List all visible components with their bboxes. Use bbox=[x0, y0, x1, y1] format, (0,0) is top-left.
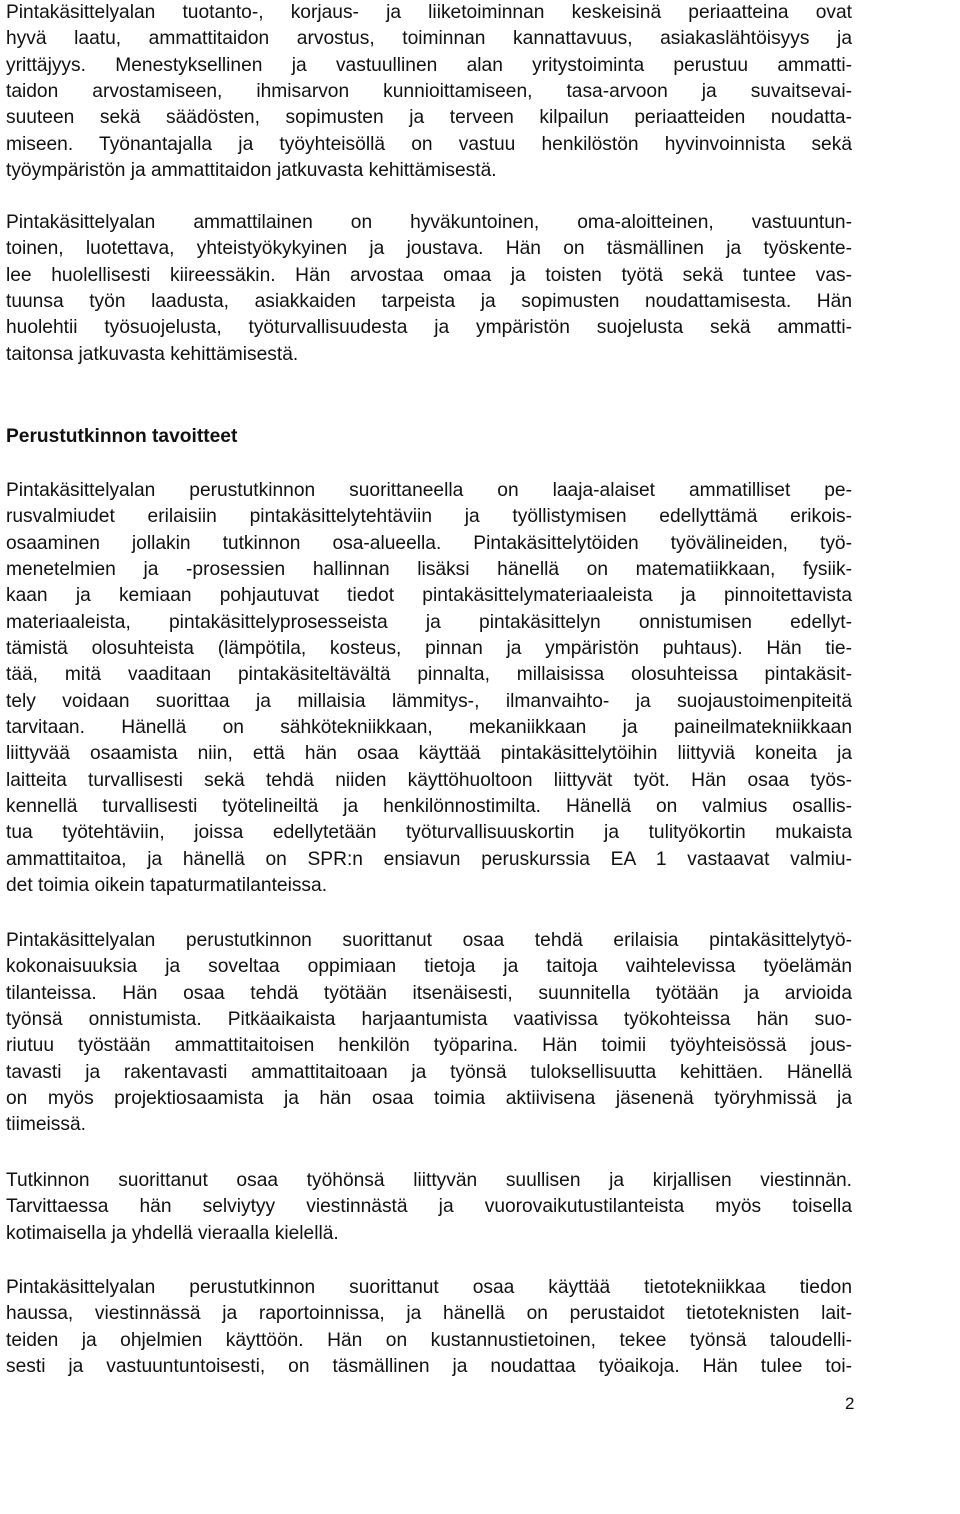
text-line: suuteen sekä säädösten, sopimusten ja terveen kilpailun periaatteiden noudatta- bbox=[6, 107, 852, 129]
text-line: yrittäjyys. Menestyksellinen ja vastuullinen alan yritystoiminta perustuu ammatti- bbox=[6, 54, 852, 76]
text-line: huolehtii työsuojelusta, työturvallisuudesta ja ympäristön suojelusta sekä ammatti- bbox=[6, 317, 852, 339]
section-paragraph-3 bbox=[6, 1168, 852, 1247]
text-line: Pintakäsittelyalan perustutkinnon suorittanut osaa tehdä erilaisia pintakäsittelytyö- bbox=[6, 930, 852, 951]
text-line: ammattitaitoa, ja hänellä on SPR:n ensiavun peruskurssia EA 1 vastaavat valmiu- bbox=[6, 848, 852, 870]
text-line: osaaminen jollakin tutkinnon osa-alueella. Pintakäsittelytöiden työvälineiden, työ- bbox=[6, 532, 852, 554]
text-line: liittyvää osaamista niin, että hän osaa käyttää pintakäsittelytöihin liittyviä koneita ja bbox=[6, 743, 852, 765]
text-line: tilanteissa. Hän osaa tehdä työtään itsenäisesti, suunnitella työtään ja arvioida bbox=[6, 982, 852, 1004]
text-line: det toimia oikein tapaturmatilanteissa. bbox=[6, 875, 328, 897]
text-line: hyvä laatu, ammattitaidon arvostus, toiminnan kannattavuus, asiakaslähtöisyys ja bbox=[6, 28, 852, 50]
text-line: kaan ja kemiaan pohjautuvat tiedot pintakäsittelymateriaaleista ja pinnoitettavista bbox=[6, 585, 852, 607]
text-line: lee huolellisesti kiireessäkin. Hän arvostaa omaa ja toisten työtä sekä tuntee vas- bbox=[6, 264, 852, 286]
text-line: kennellä turvallisesti työtelineiltä ja henkilönnostimilta. Hänellä on valmius osallis- bbox=[6, 796, 852, 818]
text-line: materiaaleista, pintakäsittelyprosesseista ja pintakäsittelyn onnistumisen edellyt- bbox=[6, 611, 852, 633]
text-line: Pintakäsittelyalan perustutkinnon suorittaneella on laaja-alaiset ammatilliset pe- bbox=[6, 480, 852, 501]
text-line: taitonsa jatkuvasta kehittämisestä. bbox=[6, 343, 299, 365]
text-line: on myös projektiosaamista ja hän osaa toimia aktiivisena jäsenenä työryhmissä ja bbox=[6, 1088, 852, 1110]
text-line: miseen. Työnantajalla ja työyhteisöllä on vastuu henkilöstön hyvinvoinnista sekä bbox=[6, 133, 852, 155]
text-line: haussa, viestinnässä ja raportoinnissa, ja hänellä on perustaidot tietoteknisten lait- bbox=[6, 1303, 852, 1325]
section-paragraph-2 bbox=[6, 928, 852, 1139]
text-line: tiimeissä. bbox=[6, 1114, 86, 1136]
text-line: rusvalmiudet erilaisiin pintakäsittelytehtäviin ja työllistymisen edellyttämä erikois- bbox=[6, 506, 852, 528]
intro-paragraph-2 bbox=[6, 210, 852, 368]
text-line: toinen, luotettava, yhteistyökykyinen ja joustava. Hän on täsmällinen ja työskente- bbox=[6, 238, 852, 260]
text-line: tua työtehtäviin, joissa edellytetään työturvallisuuskortin ja tulityökortin mukaista bbox=[6, 822, 852, 844]
text-line: Pintakäsittelyalan ammattilainen on hyväkuntoinen, oma-aloitteinen, vastuuntun- bbox=[6, 212, 852, 233]
text-line: tää, mitä vaaditaan pintakäsiteltävältä pinnalta, millaisissa olosuhteissa pintakäsit- bbox=[6, 664, 852, 686]
text-line: Tarvittaessa hän selviytyy viestinnästä ja vuorovaikutustilanteista myös toisella bbox=[6, 1196, 852, 1218]
page-number: 2 bbox=[845, 1394, 855, 1413]
text-line: tämistä olosuhteista (lämpötila, kosteus, pinnan ja ympäristön puhtaus). Hän tie- bbox=[6, 638, 852, 660]
text-line: kokonaisuuksia ja soveltaa oppimiaan tietoja ja taitoja vaihtelevissa työelämän bbox=[6, 956, 852, 978]
text-line: Tutkinnon suorittanut osaa työhönsä liittyvän suullisen ja kirjallisen viestinnän. bbox=[6, 1170, 852, 1191]
text-line: riutuu työstään ammattitaitoisen henkilön työparina. Hän toimii työyhteisössä jous- bbox=[6, 1035, 852, 1057]
text-line: tavasti ja rakentavasti ammattitaitoaan ja työnsä tuloksellisuutta kehittäen. Hänellä bbox=[6, 1061, 852, 1083]
text-line: teiden ja ohjelmien käyttöön. Hän on kustannustietoinen, tekee työnsä taloudelli- bbox=[6, 1329, 852, 1351]
section-paragraph-4 bbox=[6, 1275, 852, 1380]
text-line: sesti ja vastuuntuntoisesti, on täsmällinen ja noudattaa työaikoja. Hän tulee toi- bbox=[6, 1356, 852, 1378]
text-line: työympäristön ja ammattitaidon jatkuvasta kehittämisestä. bbox=[6, 160, 497, 182]
intro-paragraph-1 bbox=[6, 0, 852, 184]
text-line: menetelmien ja -prosessien hallinnan lisäksi hänellä on matematiikkaan, fysiik- bbox=[6, 559, 852, 581]
section-heading: Perustutkinnon tavoitteet bbox=[6, 426, 238, 447]
text-line: tuunsa työn laadusta, asiakkaiden tarpeista ja sopimusten noudattamisesta. Hän bbox=[6, 291, 852, 313]
text-line: taidon arvostamiseen, ihmisarvon kunnioittamiseen, tasa-arvoon ja suvaitsevai- bbox=[6, 81, 852, 103]
text-line: kotimaisella ja yhdellä vieraalla kielellä. bbox=[6, 1222, 339, 1244]
text-line: Pintakäsittelyalan tuotanto-, korjaus- ja liiketoiminnan keskeisinä periaatteina ovat bbox=[6, 2, 852, 23]
text-line: tarvitaan. Hänellä on sähkötekniikkaan, mekaniikkaan ja paineilmatekniikkaan bbox=[6, 717, 852, 739]
text-line: työnsä onnistumista. Pitkäaikaista harjaantumista vaativissa työkohteissa hän suo- bbox=[6, 1009, 852, 1031]
text-line: Pintakäsittelyalan perustutkinnon suorittanut osaa käyttää tietotekniikkaa tiedon bbox=[6, 1277, 852, 1298]
text-line: tely voidaan suorittaa ja millaisia lämmitys-, ilmanvaihto- ja suojaustoimenpiteitä bbox=[6, 690, 852, 712]
section-paragraph-1 bbox=[6, 478, 852, 900]
text-line: laitteita turvallisesti sekä tehdä niiden käyttöhuoltoon liittyvät työt. Hän osaa työs- bbox=[6, 769, 852, 791]
